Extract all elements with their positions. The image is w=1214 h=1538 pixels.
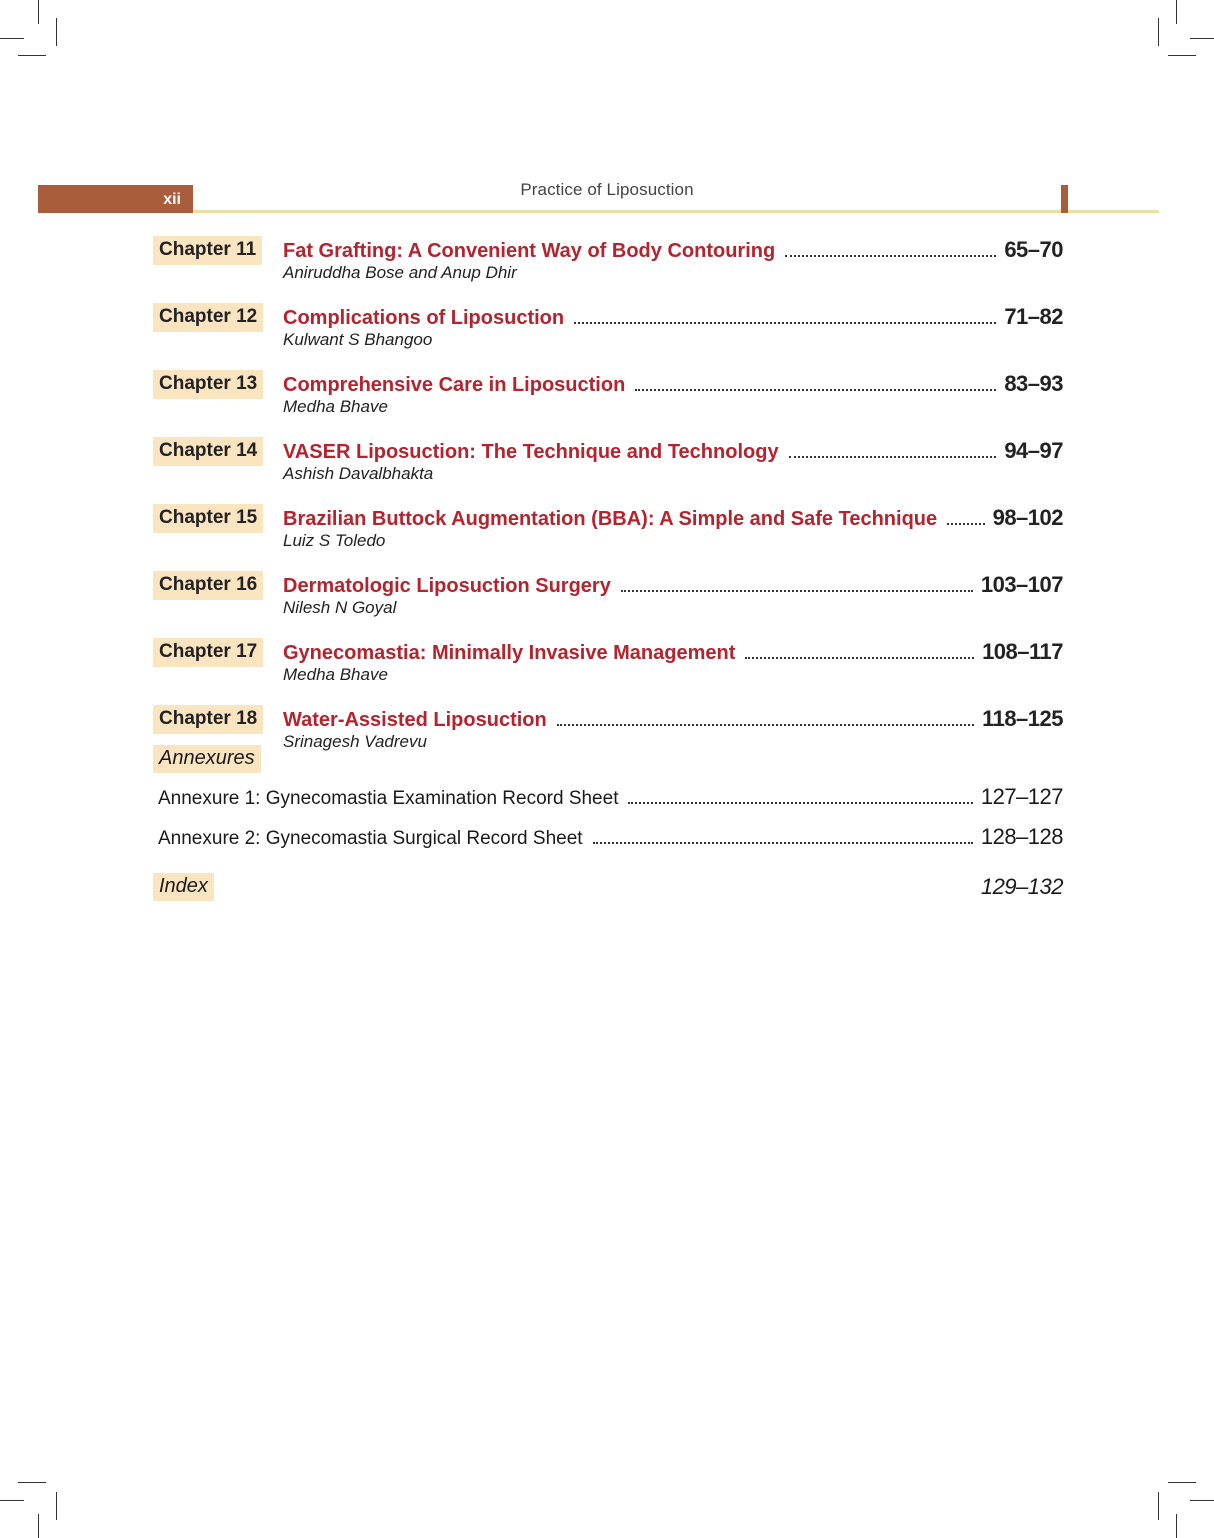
toc-chapter-entry[interactable]	[153, 437, 1063, 504]
chapter-pages: 83–93	[1004, 371, 1063, 396]
chapter-title-row	[283, 506, 1063, 531]
chapter-author: Aniruddha Bose and Anup Dhir	[283, 263, 517, 282]
annexures-label: Annexures	[153, 745, 261, 773]
chapter-label: Chapter 14	[153, 437, 263, 466]
header-rule	[193, 210, 1159, 213]
crop-mark	[18, 1482, 46, 1483]
toc-annexure-entry[interactable]	[153, 785, 1063, 811]
crop-mark	[1158, 18, 1159, 46]
annexure-pages: 127–127	[980, 784, 1063, 809]
chapter-label: Chapter 17	[153, 638, 263, 667]
dot-leader	[574, 322, 996, 324]
chapter-pages: 98–102	[992, 505, 1063, 530]
chapter-label: Chapter 18	[153, 705, 263, 734]
table-of-contents	[153, 236, 1063, 901]
crop-mark	[0, 1500, 24, 1501]
chapter-title[interactable]: Comprehensive Care in Liposuction	[283, 374, 626, 396]
index-label: Index	[153, 873, 214, 901]
crop-mark	[1158, 1492, 1159, 1520]
dot-leader	[628, 802, 972, 804]
chapter-author: Luiz S Toledo	[283, 531, 386, 550]
chapter-title-row	[283, 640, 1063, 665]
toc-chapter-entry[interactable]	[153, 236, 1063, 303]
toc-chapter-entry[interactable]	[153, 370, 1063, 437]
chapter-label: Chapter 15	[153, 504, 263, 533]
crop-mark	[1176, 0, 1177, 24]
chapter-pages: 118–125	[982, 706, 1063, 731]
dot-leader	[789, 456, 997, 458]
toc-index-entry[interactable]	[153, 873, 1063, 901]
toc-annexure-entry[interactable]	[153, 825, 1063, 851]
chapter-author: Ashish Davalbhakta	[283, 464, 434, 483]
chapter-list	[153, 236, 1063, 772]
toc-chapter-entry[interactable]	[153, 504, 1063, 571]
dot-leader	[557, 724, 974, 726]
dot-leader	[593, 842, 973, 844]
crop-mark	[1176, 1514, 1177, 1538]
chapter-title[interactable]: Gynecomastia: Minimally Invasive Management	[283, 642, 736, 664]
crop-mark	[18, 55, 46, 56]
header-tick	[1061, 185, 1068, 213]
chapter-author: Srinagesh Vadrevu	[283, 732, 427, 751]
chapter-author: Medha Bhave	[283, 397, 388, 416]
chapter-title-row	[283, 439, 1063, 464]
crop-mark	[38, 1514, 39, 1538]
chapter-title-row	[283, 305, 1063, 330]
chapter-pages: 65–70	[1004, 237, 1063, 262]
crop-mark	[1190, 38, 1214, 39]
dot-leader	[745, 657, 974, 659]
chapter-title-row	[283, 238, 1063, 263]
chapter-title[interactable]: Brazilian Buttock Augmentation (BBA): A Simple and Safe Technique	[283, 508, 938, 530]
chapter-label: Chapter 16	[153, 571, 263, 600]
annexure-title: Annexure 2: Gynecomastia Surgical Record Sheet	[158, 828, 583, 849]
crop-mark	[1168, 1482, 1196, 1483]
chapter-pages: 103–107	[980, 572, 1063, 597]
chapter-title[interactable]: Dermatologic Liposuction Surgery	[283, 575, 611, 597]
crop-mark	[38, 0, 39, 24]
crop-mark	[1190, 1500, 1214, 1501]
chapter-title[interactable]: Complications of Liposuction	[283, 307, 565, 329]
dot-leader	[635, 389, 996, 391]
annexure-pages: 128–128	[980, 824, 1063, 849]
dot-leader	[785, 255, 996, 257]
chapter-label: Chapter 13	[153, 370, 263, 399]
crop-mark	[56, 1492, 57, 1520]
annexure-title: Annexure 1: Gynecomastia Examination Record Sheet	[158, 788, 619, 809]
chapter-label: Chapter 11	[153, 236, 262, 265]
dot-leader	[947, 523, 984, 525]
chapter-author: Kulwant S Bhangoo	[283, 330, 433, 349]
chapter-title[interactable]: Fat Grafting: A Convenient Way of Body Contouring	[283, 240, 776, 262]
chapter-pages: 108–117	[982, 639, 1063, 664]
chapter-author: Nilesh N Goyal	[283, 598, 397, 617]
chapter-title[interactable]: VASER Liposuction: The Technique and Technology	[283, 441, 779, 463]
toc-chapter-entry[interactable]	[153, 638, 1063, 705]
index-pages: 129–132	[980, 874, 1063, 899]
chapter-title-row	[283, 372, 1063, 397]
chapter-pages: 71–82	[1004, 304, 1063, 329]
crop-mark	[1168, 55, 1196, 56]
chapter-title[interactable]: Water-Assisted Liposuction	[283, 709, 547, 731]
toc-chapter-entry[interactable]	[153, 705, 1063, 772]
dot-leader	[621, 590, 973, 592]
crop-mark	[56, 18, 57, 46]
chapter-title-row	[283, 573, 1063, 598]
chapter-author: Medha Bhave	[283, 665, 388, 684]
toc-chapter-entry[interactable]	[153, 303, 1063, 370]
chapter-label: Chapter 12	[153, 303, 263, 332]
page-number: xii	[163, 191, 181, 208]
chapter-pages: 94–97	[1004, 438, 1063, 463]
chapter-title-row	[283, 707, 1063, 732]
running-title: Practice of Liposuction	[520, 180, 694, 199]
crop-mark	[0, 38, 24, 39]
toc-chapter-entry[interactable]	[153, 571, 1063, 638]
